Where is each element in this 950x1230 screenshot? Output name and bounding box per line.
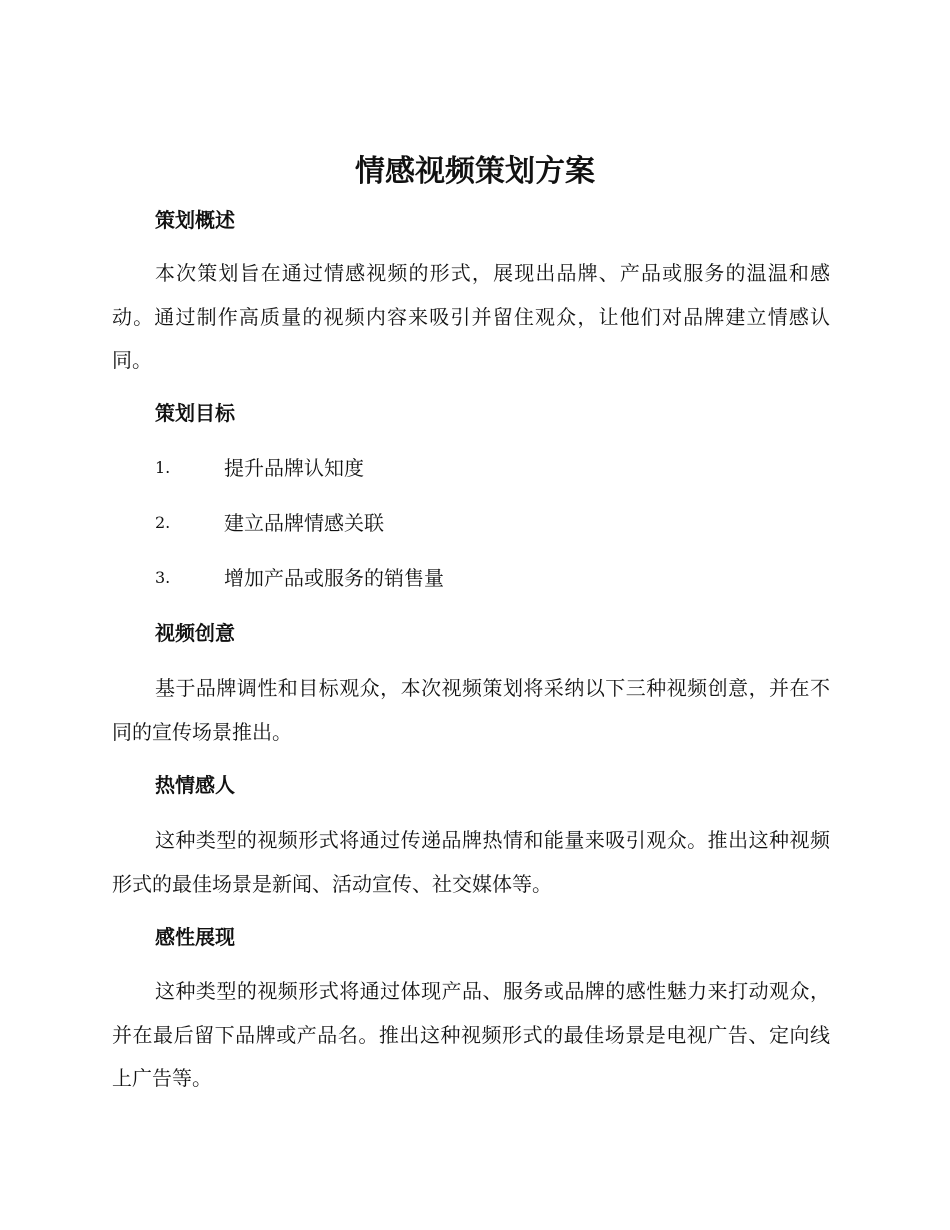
paragraph-overview: 本次策划旨在通过情感视频的形式，展现出品牌、产品或服务的温温和感动。通过制作高质量的视频内容来吸引并留住观众，让他们对品牌建立情感认同。 [112, 261, 830, 372]
paragraph-passion: 这种类型的视频形式将通过传递品牌热情和能量来吸引观众。推出这种视频形式的最佳场景是新闻、活动宣传、社交媒体等。 [112, 828, 830, 896]
paragraph-sentiment: 这种类型的视频形式将通过体现产品、服务或品牌的感性魅力来打动观众，并在最后留下品牌或产品名。推出这种视频形式的最佳场景是电视广告、定向线上广告等。 [112, 979, 830, 1090]
section-heading-creative: 视频创意 [155, 621, 235, 645]
list-item-number: 3. [155, 568, 171, 587]
paragraph-creative: 基于品牌调性和目标观众，本次视频策划将采纳以下三种视频创意，并在不同的宣传场景推出。 [112, 676, 830, 744]
list-item-number: 2. [155, 513, 171, 532]
list-item-number: 1. [155, 458, 171, 477]
list-item-text: 建立品牌情感关联 [224, 511, 384, 535]
section-heading-overview: 策划概述 [155, 208, 235, 232]
list-item-text: 增加产品或服务的销售量 [224, 566, 444, 590]
document-title: 情感视频策划方案 [355, 154, 595, 189]
list-item-text: 提升品牌认知度 [224, 456, 364, 480]
section-heading-sentiment: 感性展现 [155, 925, 235, 949]
section-heading-passion: 热情感人 [155, 773, 235, 797]
section-heading-goals: 策划目标 [155, 401, 235, 425]
